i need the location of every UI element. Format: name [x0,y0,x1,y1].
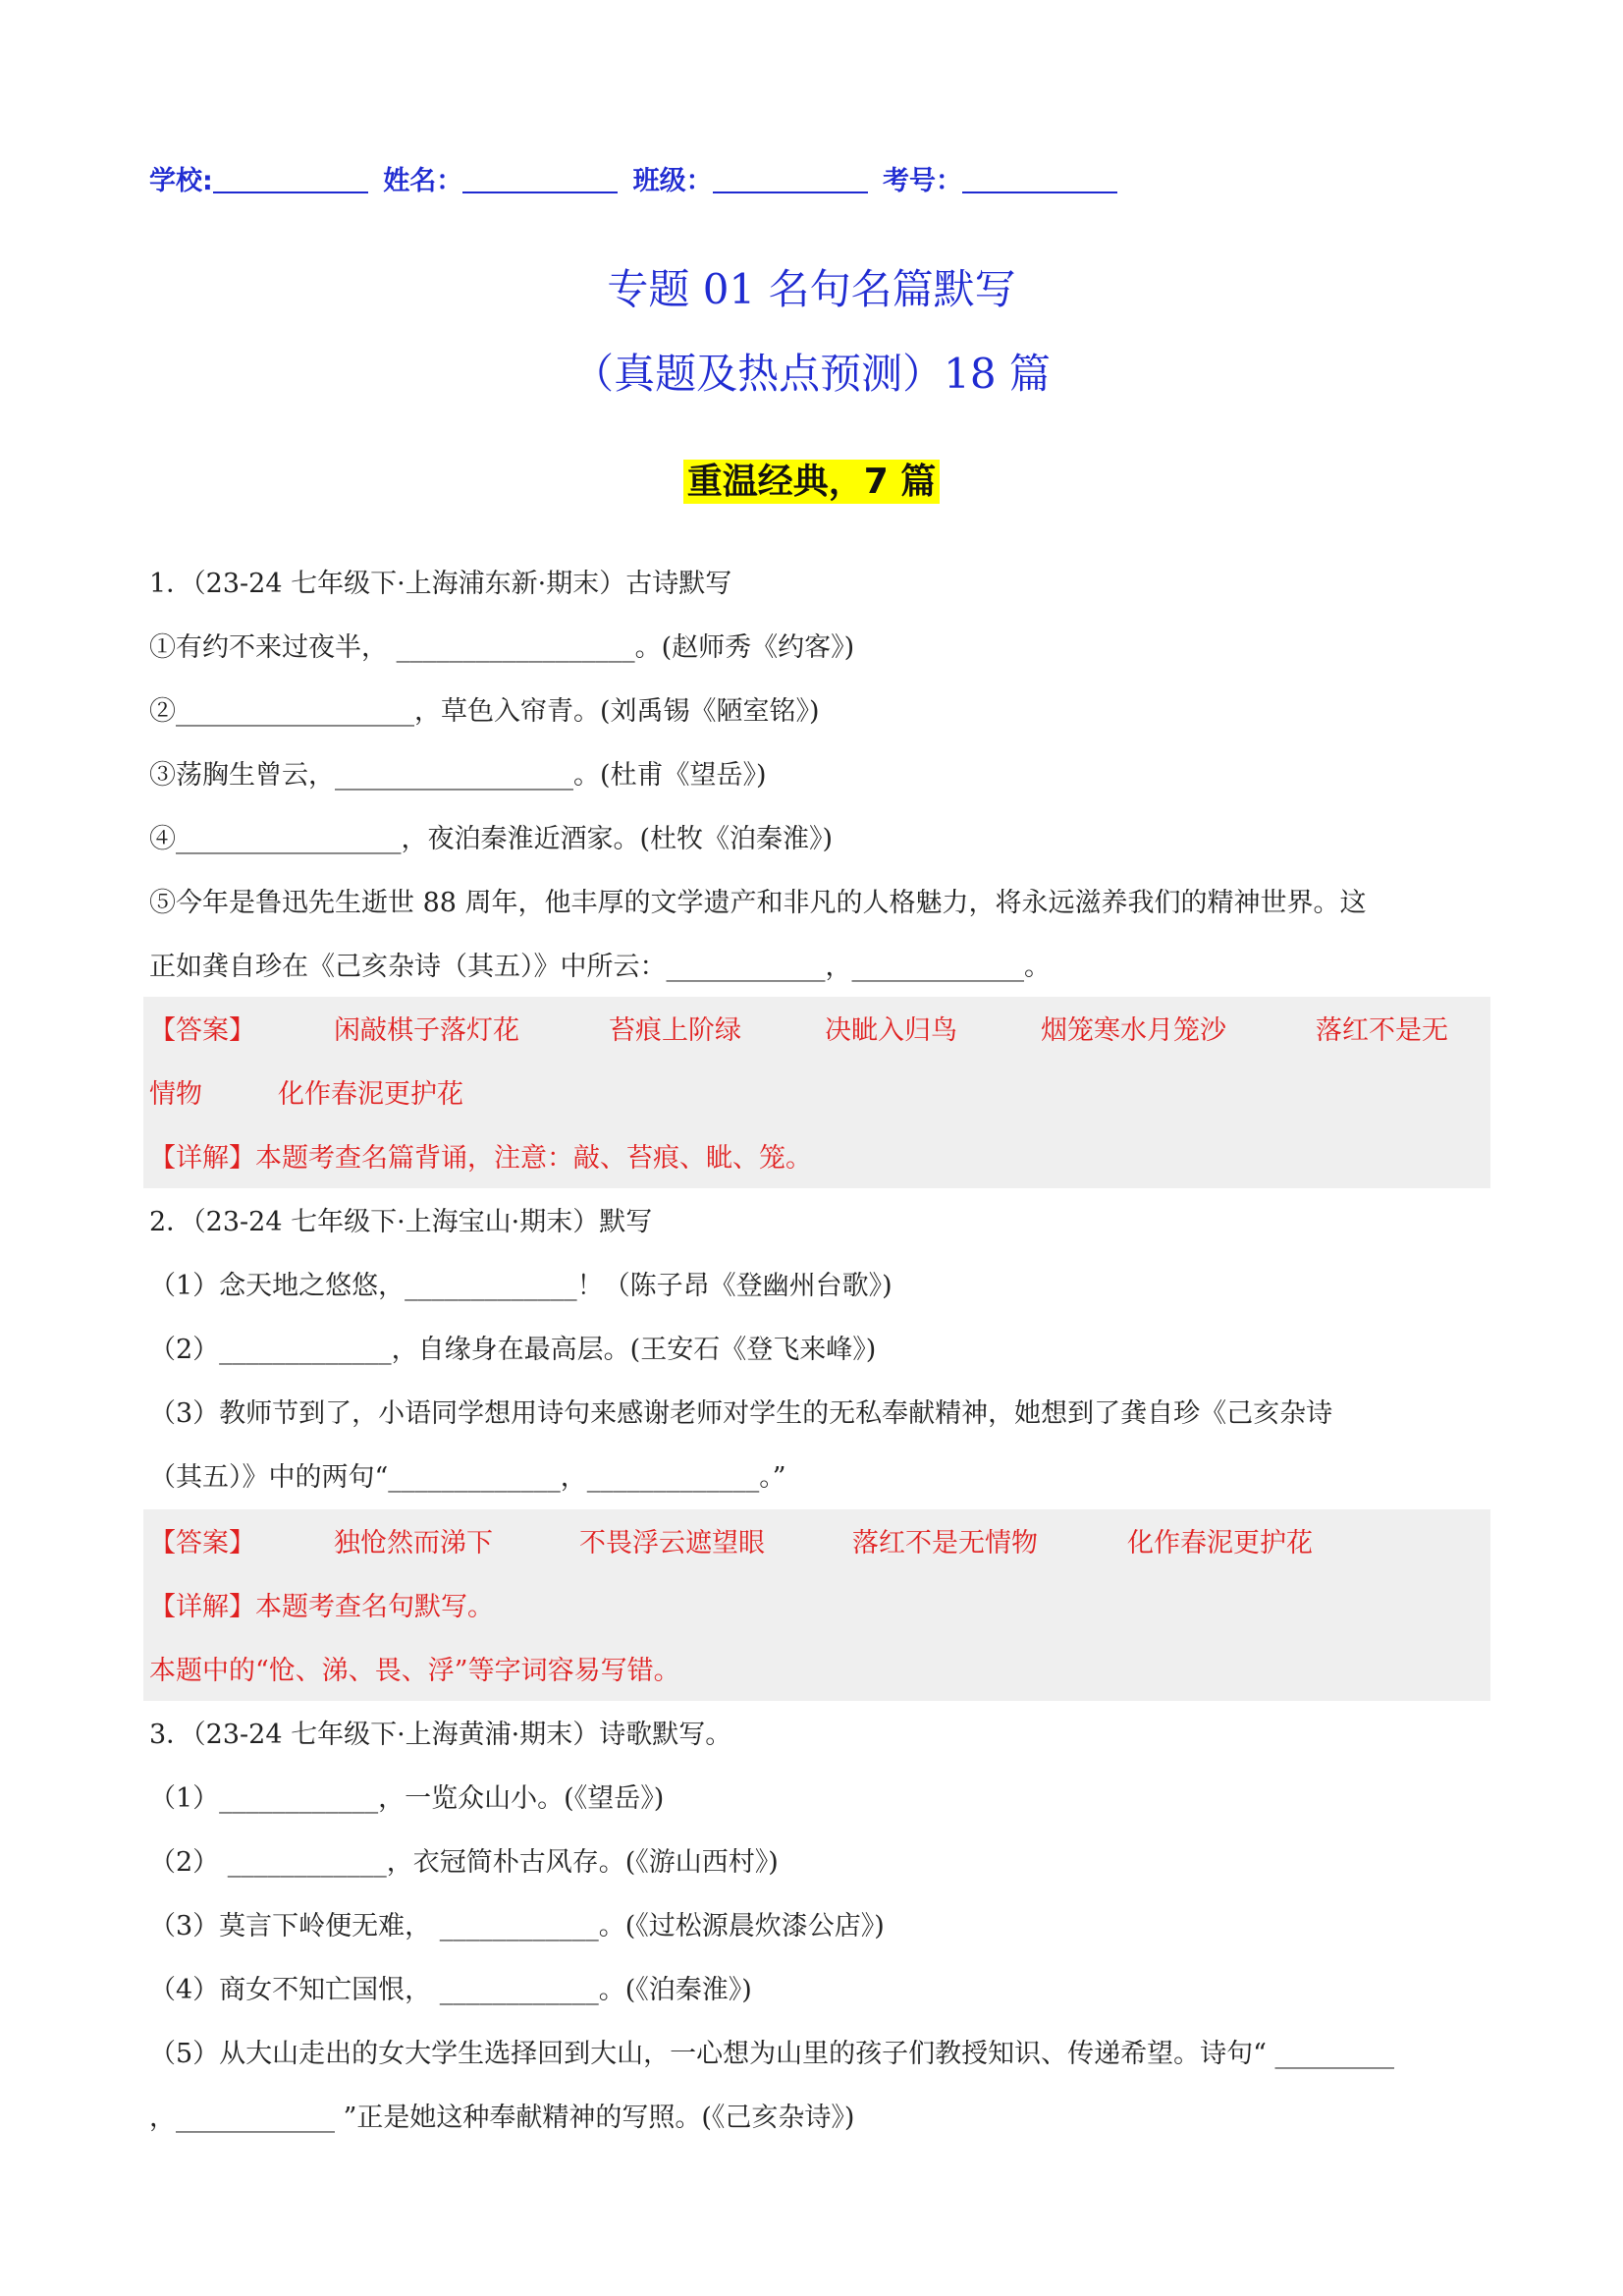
q2-item: （其五）》中的两句“_____________，_____________。” [149,1462,786,1493]
q1-item: ①有约不来过夜半， __________________。(赵师秀《约客》) [149,632,855,663]
q1-answer: 落红不是无 [1316,1015,1448,1046]
q1-answer: 化作春泥更护花 [278,1079,463,1110]
q2-note: 本题中的“怆、涕、畏、浮”等字词容易写错。 [149,1656,680,1686]
q2-answer: 落红不是无情物 [852,1528,1038,1558]
q3-stem: 3．（23-24 七年级下·上海黄浦·期末）诗歌默写。 [149,1720,732,1750]
q3-item: （1）____________，一览众山小。(《望岳》) [149,1783,665,1814]
q3-item: ，____________ ”正是她这种奉献精神的写照。(《己亥杂诗》) [149,2103,855,2133]
q1-answer: 闲敲棋子落灯花 [334,1015,519,1046]
section-heading: 重温经典，7 篇 [0,454,1623,504]
q3-item: （5）从大山走出的女大学生选择回到大山，一心想为山里的孩子们教授知识、传递希望。诗句“ _________ [149,2039,1395,2069]
q1-stem: 1．（23-24 七年级下·上海浦东新·期末）古诗默写 [149,569,732,599]
q2-answer: 化作春泥更护花 [1127,1528,1313,1558]
q1-item: ④_________________，夜泊秦淮近酒家。(杜牧《泊秦淮》) [149,824,834,854]
q1-explanation: 【详解】本题考查名篇背诵，注意：敲、苔痕、眦、笼。 [149,1143,812,1174]
q3-item: （2） ____________，衣冠简朴古风存。(《游山西村》) [149,1847,779,1878]
q2-item: （2）_____________，自缘身在最高层。(王安石《登飞来峰》) [149,1335,877,1365]
q2-answer-label: 【答案】 [149,1528,255,1558]
id-label: 考号： [883,166,963,196]
name-label: 姓名： [383,166,463,196]
q1-answer: 决眦入归鸟 [825,1015,957,1046]
q2-answer: 不畏浮云遮望眼 [579,1528,765,1558]
school-label: 学校: [149,166,213,196]
page-subtitle: （真题及热点预测）18 篇 [572,350,1051,398]
id-blank[interactable] [962,170,1117,193]
q2-item: （3）教师节到了，小语同学想用诗句来感谢老师对学生的无私奉献精神，她想到了龚自珍《己亥杂诗 [149,1398,1333,1429]
q1-answer: 苔痕上阶绿 [609,1015,741,1046]
name-blank[interactable] [462,170,618,193]
q1-item: 正如龚自珍在《己亥杂诗（其五）》中所云：____________，_____________。 [149,952,1051,982]
q3-item: （3）莫言下岭便无难， ____________。(《过松源晨炊漆公店》) [149,1911,885,1941]
q2-stem: 2．（23-24 七年级下·上海宝山·期末）默写 [149,1207,653,1237]
q2-explanation: 【详解】本题考查名句默写。 [149,1592,494,1622]
q1-answer: 情物 [149,1079,202,1110]
q1-item: ⑤今年是鲁迅先生逝世 88 周年，他丰厚的文学遗产和非凡的人格魅力，将永远滋养我们的精神世界。这 [149,888,1367,918]
class-blank[interactable] [713,170,868,193]
q2-item: （1）念天地之悠悠，_____________！（陈子昂《登幽州台歌》) [149,1271,893,1301]
class-label: 班级： [632,166,713,196]
q3-item: （4）商女不知亡国恨， ____________。(《泊秦淮》) [149,1975,752,2005]
q1-item: ②__________________，草色入帘青。(刘禹锡《陋室铭》) [149,696,820,727]
q1-item: ③荡胸生曾云，__________________。(杜甫《望岳》) [149,760,767,791]
page-title: 专题 01 名句名篇默写 [607,265,1016,313]
q1-answer: 烟笼寒水月笼沙 [1041,1015,1226,1046]
q1-answer-label: 【答案】 [149,1015,255,1046]
q2-answer: 独怆然而涕下 [334,1528,493,1558]
school-blank[interactable] [213,170,368,193]
student-info-line [149,159,1123,197]
